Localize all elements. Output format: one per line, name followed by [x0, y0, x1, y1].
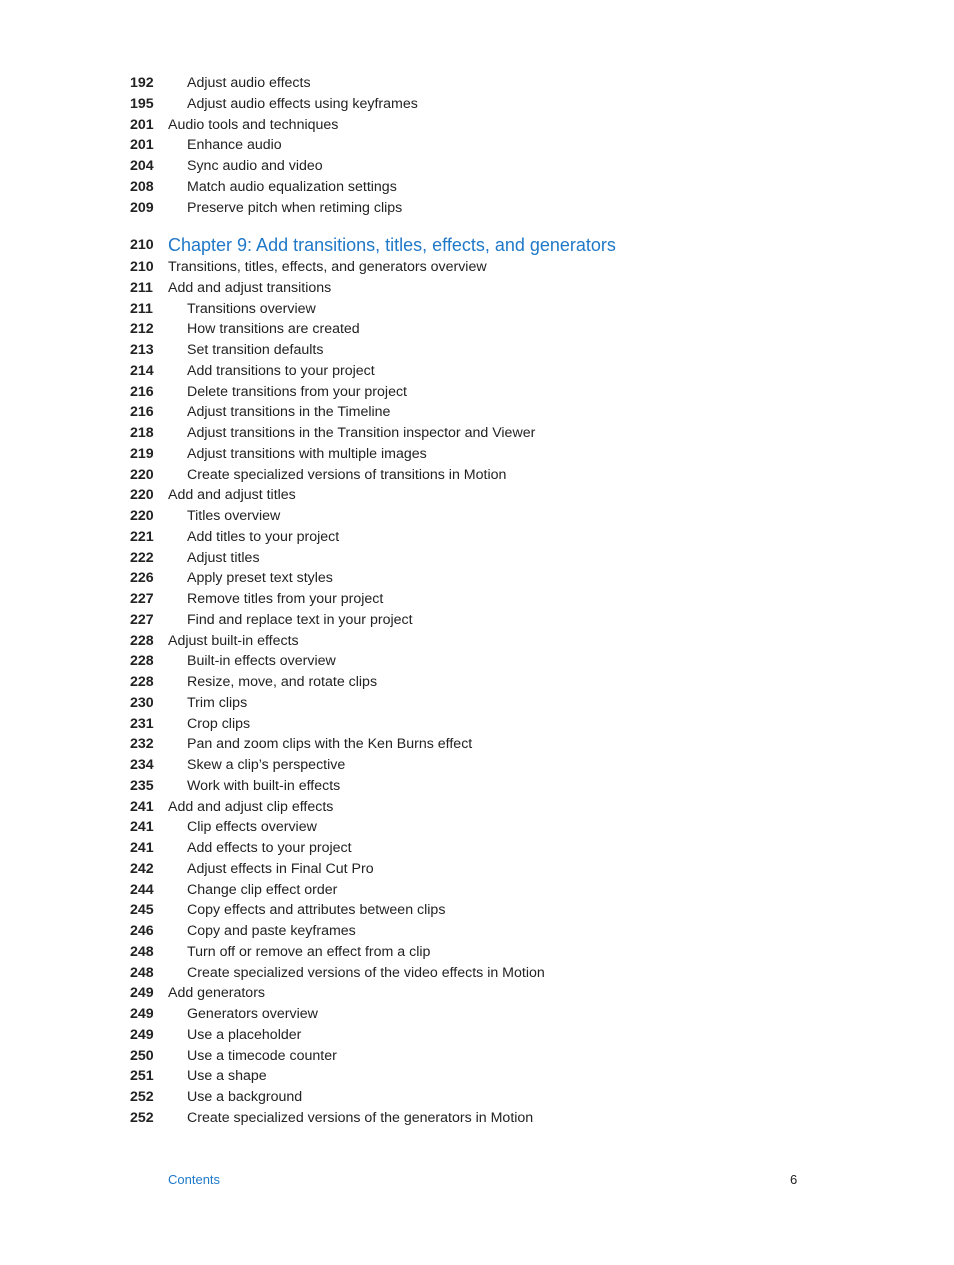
toc-entry-title[interactable]: Adjust transitions in the Transition inspector and Viewer	[187, 425, 536, 441]
toc-entry-title[interactable]: Add transitions to your project	[187, 362, 375, 379]
toc-entry-title[interactable]: Adjust transitions in the Timeline	[187, 404, 391, 421]
toc-entry-title[interactable]: Adjust built-in effects	[168, 632, 299, 649]
toc-entry-title[interactable]: Built-in effects overview	[187, 653, 336, 670]
toc-page-number: 242	[130, 860, 154, 877]
toc-page-number: 249	[130, 1006, 154, 1022]
toc-page-number: 228	[130, 632, 154, 649]
toc-entry-title[interactable]: Sync audio and video	[187, 158, 323, 175]
toc-page-number: 218	[130, 425, 154, 441]
toc-page-number: 214	[130, 362, 154, 379]
footer-page-number: 6	[790, 1172, 798, 1187]
toc-entry-title[interactable]: Generators overview	[187, 1006, 318, 1022]
toc-page-number: 249	[130, 1026, 154, 1043]
toc-entry-title[interactable]: Create specialized versions of transitions in Motion	[187, 466, 507, 483]
toc-page-number: 227	[130, 591, 154, 607]
toc-entry-title[interactable]: Adjust effects in Final Cut Pro	[187, 860, 374, 877]
toc-entry-title[interactable]: Use a placeholder	[187, 1026, 302, 1043]
toc-entry-title[interactable]: Adjust transitions with multiple images	[187, 445, 427, 462]
toc-entry-title[interactable]: Transitions, titles, effects, and generators overview	[168, 259, 487, 275]
toc-page-number: 192	[130, 75, 154, 91]
toc-entry-title[interactable]: Match audio equalization settings	[187, 179, 397, 195]
toc-entry-title[interactable]: Resize, move, and rotate clips	[187, 674, 378, 690]
toc-page-number: 244	[130, 881, 154, 898]
toc-entry-title[interactable]: Use a timecode counter	[187, 1047, 337, 1064]
toc-entry-title[interactable]: Add titles to your project	[187, 528, 340, 545]
toc-entry-title[interactable]: Find and replace text in your project	[187, 611, 413, 628]
toc-page-number: 220	[130, 508, 154, 524]
toc-entry-title[interactable]: Audio tools and techniques	[168, 116, 339, 133]
toc-page-number: 251	[130, 1068, 154, 1085]
toc-entry-title[interactable]: Set transition defaults	[187, 342, 324, 358]
toc-entry-title[interactable]: Transitions overview	[187, 300, 316, 317]
toc-page-number: 228	[130, 653, 154, 670]
chapter-title[interactable]: Chapter 9: Add transitions, titles, effects, and generators	[168, 235, 616, 255]
toc-entry-title[interactable]: Work with built-in effects	[187, 777, 341, 794]
toc-entry-title[interactable]: Turn off or remove an effect from a clip	[187, 943, 431, 960]
toc-page-number: 213	[130, 342, 154, 358]
toc-entry-title[interactable]: Copy and paste keyframes	[187, 923, 356, 939]
toc-page-number: 201	[130, 116, 154, 133]
toc-page-number: 211	[130, 300, 153, 317]
toc-entry-title[interactable]: Trim clips	[187, 694, 248, 711]
toc-entry-title[interactable]: Change clip effect order	[187, 881, 338, 898]
toc-entry-title[interactable]: Add generators	[168, 985, 266, 1002]
toc-page-number: 226	[130, 570, 154, 587]
toc-page-number: 220	[130, 466, 154, 483]
toc-page-number: 220	[130, 487, 154, 504]
toc-entry-title[interactable]: Add effects to your project	[187, 840, 352, 856]
toc-page-number: 227	[130, 611, 154, 628]
toc-entry-title[interactable]: Copy effects and attributes between clips	[187, 902, 446, 919]
toc-entry-title[interactable]: Create specialized versions of the generators in Motion	[187, 1109, 534, 1126]
toc-entry-title[interactable]: Delete transitions from your project	[187, 383, 407, 400]
toc-entry-title[interactable]: Preserve pitch when retiming clips	[187, 199, 403, 216]
toc-entry-title[interactable]: Add and adjust titles	[168, 487, 296, 504]
toc-page-number: 216	[130, 383, 154, 400]
toc-entry-title[interactable]: Clip effects overview	[187, 819, 317, 836]
toc-page-number: 252	[130, 1109, 154, 1126]
toc-page-number: 248	[130, 964, 154, 981]
toc-page-number: 209	[130, 199, 154, 216]
toc-page-number: 216	[130, 404, 154, 421]
toc-page-number: 228	[130, 674, 154, 690]
toc-page-number: 235	[130, 777, 154, 794]
toc-page-number: 245	[130, 902, 154, 919]
toc-page-number: 204	[130, 158, 154, 175]
toc-page-number: 221	[130, 528, 154, 545]
toc-entry-title[interactable]: Apply preset text styles	[187, 570, 333, 587]
toc-page-number: 210	[130, 259, 154, 275]
toc-page-number: 222	[130, 549, 154, 566]
toc-page-number: 231	[130, 715, 154, 732]
toc-entry-title[interactable]: Adjust audio effects using keyframes	[187, 95, 418, 112]
toc-page-number: 212	[130, 321, 154, 338]
chapter-page-number: 210	[130, 237, 154, 253]
toc-entry-title[interactable]: Adjust audio effects	[187, 75, 311, 91]
toc-entry-title[interactable]: Remove titles from your project	[187, 591, 384, 607]
toc-entry-title[interactable]: Pan and zoom clips with the Ken Burns effect	[187, 736, 473, 753]
toc-entry-title[interactable]: Crop clips	[187, 715, 251, 732]
toc-entry-title[interactable]: Enhance audio	[187, 137, 282, 154]
toc-page-number: 246	[130, 923, 154, 939]
toc-page-number: 211	[130, 279, 153, 296]
toc-entry-title[interactable]: Skew a clip’s perspective	[187, 757, 346, 773]
footer-contents-link[interactable]: Contents	[168, 1172, 221, 1187]
toc-page-number: 230	[130, 694, 154, 711]
toc-entry-title[interactable]: Use a background	[187, 1089, 303, 1105]
toc-entry-title[interactable]: Add and adjust transitions	[168, 279, 332, 296]
toc-entry-title[interactable]: How transitions are created	[187, 321, 360, 338]
toc-page-number: 232	[130, 736, 154, 753]
toc-entry-title[interactable]: Create specialized versions of the video effects in Motion	[187, 964, 545, 981]
toc-entry-title[interactable]: Adjust titles	[187, 549, 260, 566]
toc-page-number: 248	[130, 943, 154, 960]
toc-page-number: 241	[130, 798, 154, 815]
toc-entry-title[interactable]: Use a shape	[187, 1068, 267, 1085]
toc-entry-title[interactable]: Add and adjust clip effects	[168, 798, 334, 815]
toc-page-number: 249	[130, 985, 154, 1002]
toc-page-number: 201	[130, 137, 154, 154]
toc-entry-title[interactable]: Titles overview	[187, 508, 281, 524]
toc-page-number: 241	[130, 840, 154, 856]
toc-page-number: 195	[130, 95, 154, 112]
toc-page-number: 234	[130, 757, 154, 773]
toc-page-number: 219	[130, 445, 154, 462]
toc-page-number: 250	[130, 1047, 154, 1064]
toc-page-number: 208	[130, 179, 154, 195]
toc-page-number: 241	[130, 819, 154, 836]
toc-page-number: 252	[130, 1089, 154, 1105]
